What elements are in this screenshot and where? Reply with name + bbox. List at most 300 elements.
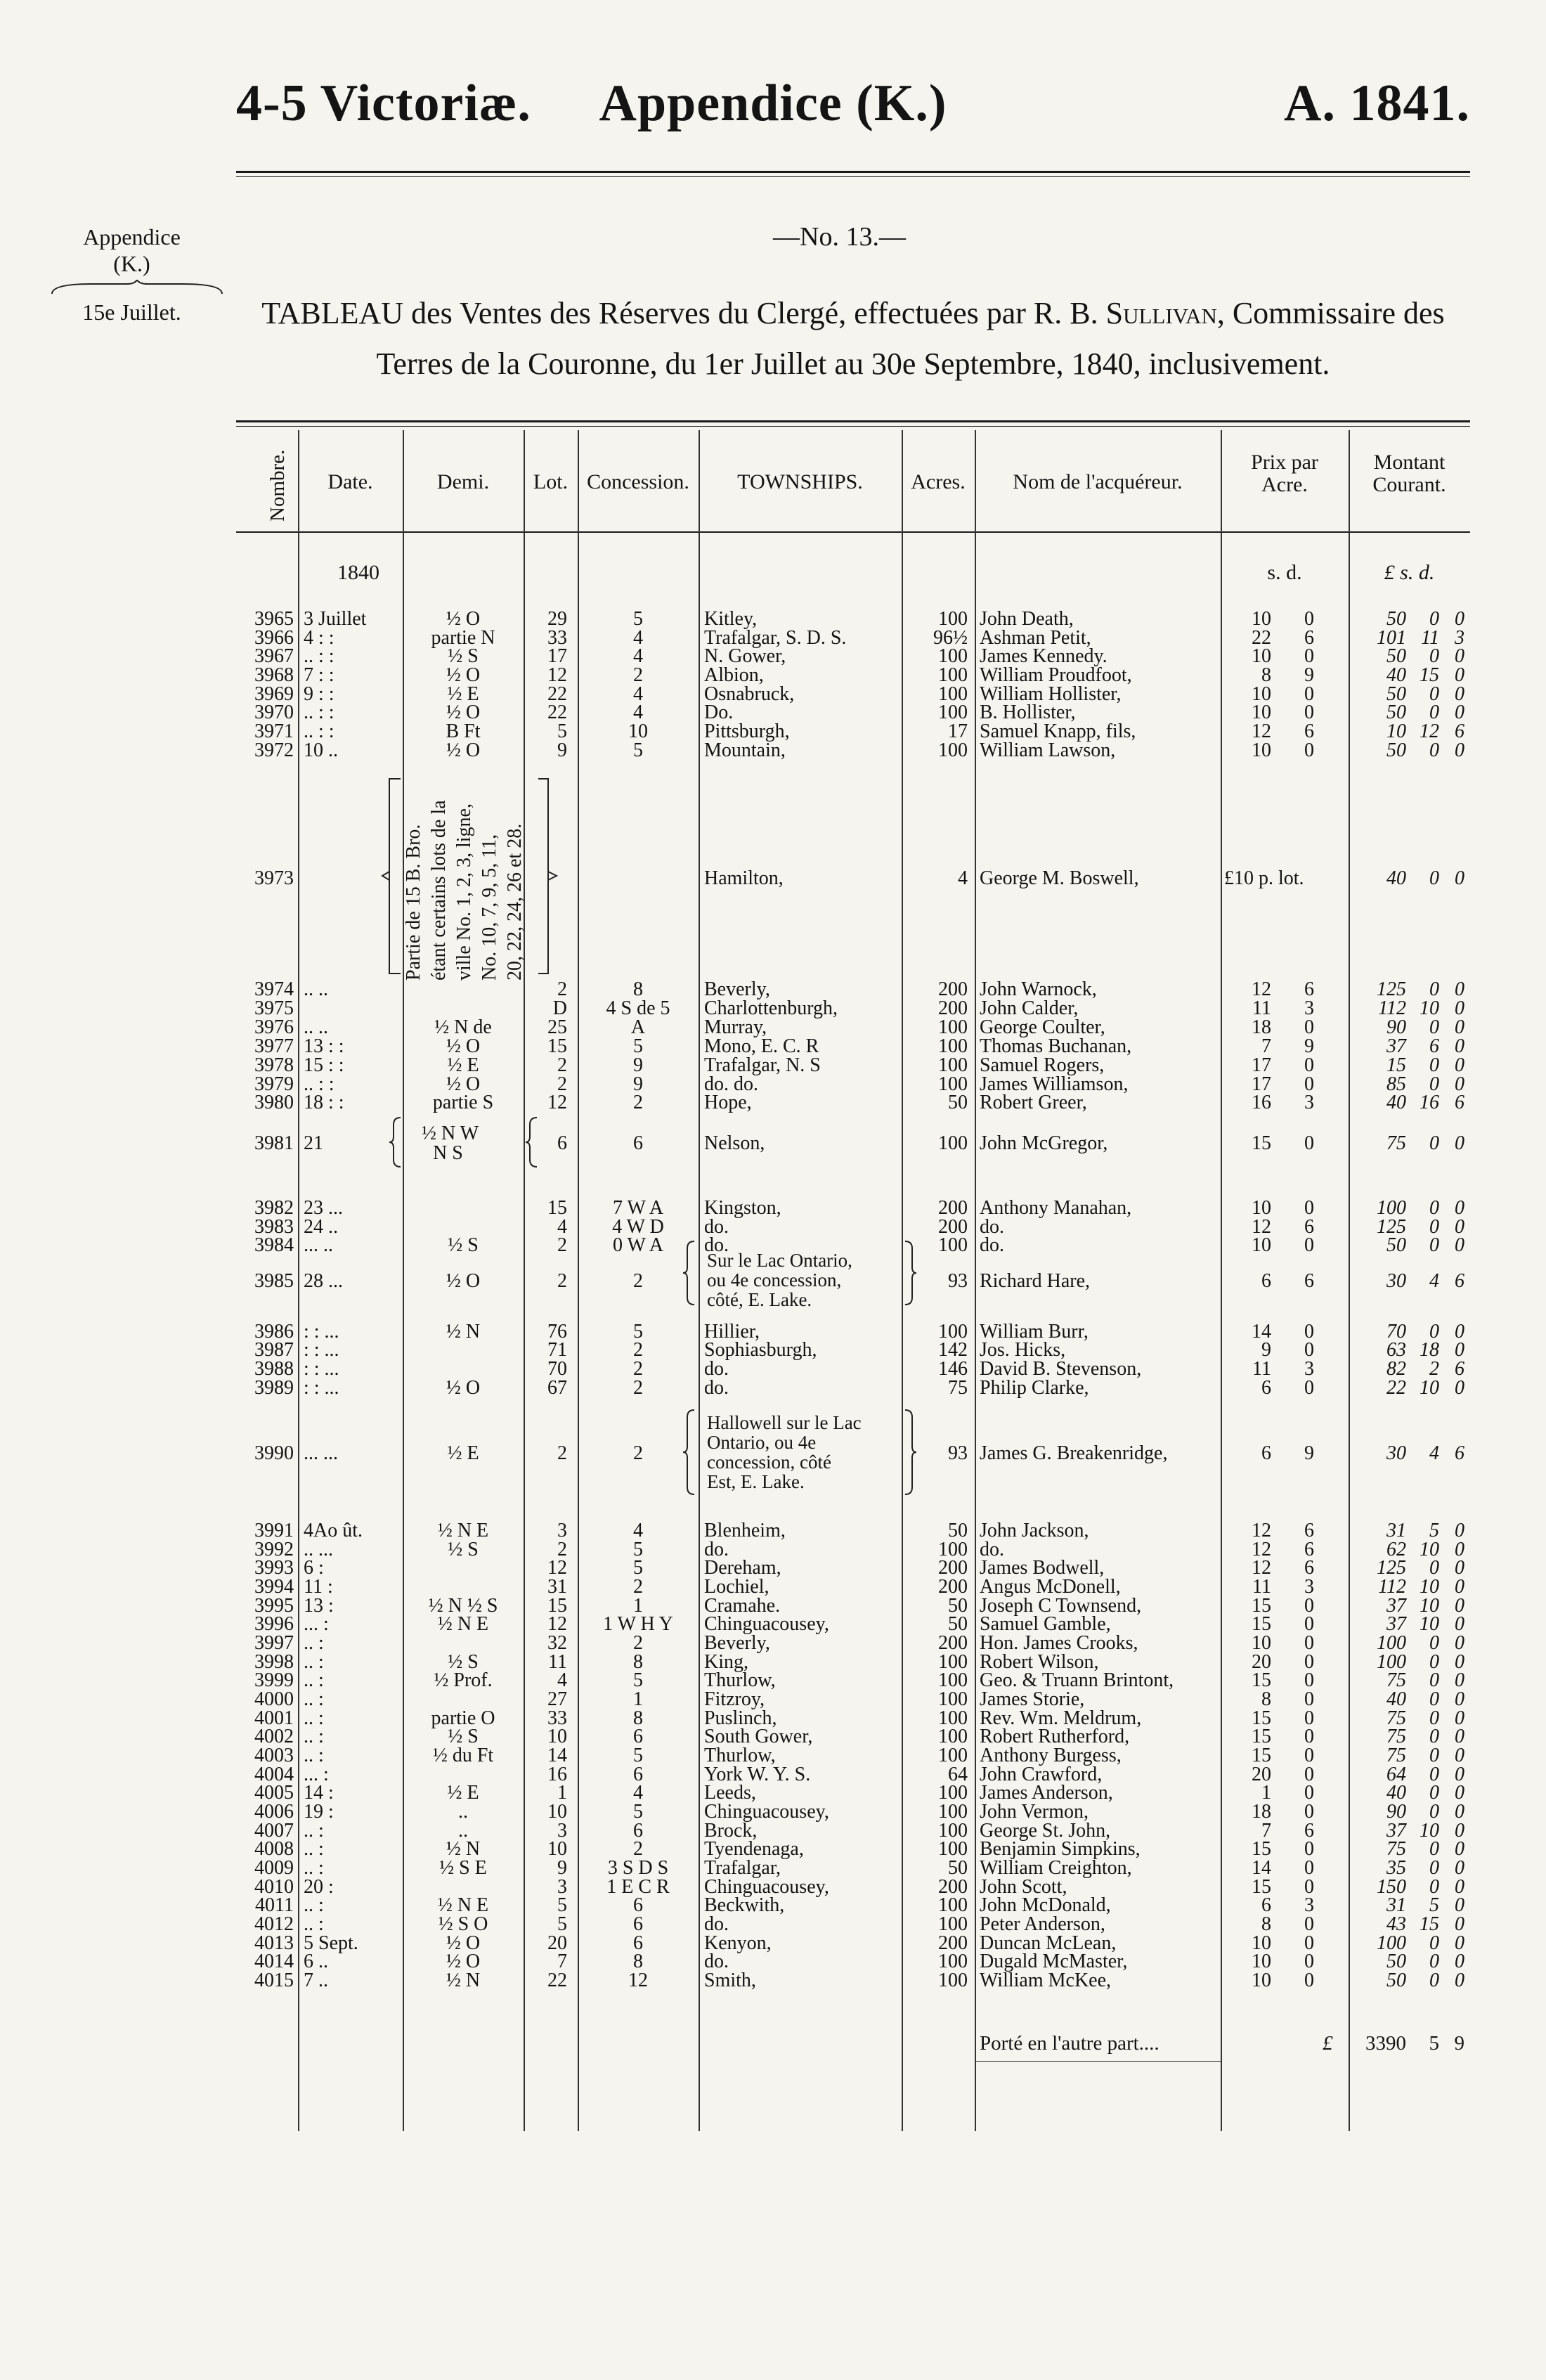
row-acres: 100 [938,1234,968,1256]
row-number: 3984 [254,1234,294,1256]
row-acres: 75 [948,1377,968,1399]
row-amount-l: 40 [1386,867,1406,889]
col-head-nombre: Nombre. [266,449,289,522]
row-amount-d: 0 [1455,1520,1464,1541]
row-price-d: 0 [1304,683,1314,705]
row-purchaser: Richard Hare, [980,1270,1091,1292]
row-date: .. : [304,1820,324,1842]
row-date: 28 ... [304,1270,343,1292]
title-part-2: , Commissaire des [1216,296,1445,330]
table-rule-top-2 [236,426,1470,427]
row-price-d: 6 [1304,1270,1314,1292]
row-number: 3992 [254,1539,294,1560]
row-acres: 100 [938,1321,968,1343]
row-amount-l: 75 [1386,1745,1406,1766]
row-demi: ½ N [446,1321,481,1343]
row-purchaser: William Creighton, [980,1857,1132,1879]
row-acres: 100 [938,1838,968,1860]
row-number: 3975 [254,997,294,1019]
row-purchaser: Jos. Hicks, [980,1339,1066,1361]
row-amount-d: 0 [1455,1913,1464,1935]
carried-forward-label: Porté en l'autre part.... [980,2032,1160,2055]
row-township: do. [704,1539,729,1560]
total-pound-sign: £ [1323,2032,1333,2055]
row-demi: partie N [431,627,495,649]
row-township: Leeds, [704,1782,756,1804]
row-concession: 6 [633,1932,643,1954]
table-rule-top [236,420,1470,422]
row-purchaser: James Williamson, [980,1073,1129,1095]
col-head-prix-1: Prix par [1251,451,1318,474]
row-number: 3988 [254,1358,294,1380]
row-demi: .. [458,1801,468,1823]
row-demi: ½ N E [437,1613,489,1635]
row-lot: 22 [547,1970,567,1991]
row-amount-s: 5 [1429,1520,1439,1541]
row-lot: 9 [557,1857,567,1879]
row-amount-s: 0 [1429,1857,1439,1879]
row-purchaser: Thomas Buchanan, [980,1035,1132,1057]
row-price-d: 3 [1304,997,1314,1019]
row-amount-d: 0 [1455,1669,1464,1691]
row-number: 3978 [254,1054,294,1076]
row-number: 4002 [254,1726,294,1747]
brace-left-icon [682,1409,697,1496]
row-concession: 6 [633,1764,643,1785]
row-amount-d: 0 [1455,1707,1464,1729]
row-price-s: 10 [1252,645,1271,667]
row-price-s: 10 [1252,1234,1271,1256]
row-township: ou 4e concession, [707,1269,842,1291]
row-amount-d: 0 [1455,978,1464,1000]
row-amount-s: 0 [1429,1688,1439,1710]
row-price-s: 14 [1252,1321,1271,1343]
row-date: 20 : [304,1876,334,1898]
row-township: Charlottenburgh, [704,997,838,1019]
row-acres: 100 [938,1745,968,1766]
row-concession: 1 [633,1595,643,1617]
row-lot: 3 [557,1876,567,1898]
row-purchaser: Peter Anderson, [980,1913,1105,1935]
side-note-k: (K.) [113,251,150,276]
row-price-d: 6 [1304,720,1314,742]
row-price-s: 10 [1252,608,1271,630]
row-amount-s: 10 [1420,1613,1439,1635]
row-price-s: 10 [1252,683,1271,705]
row-concession: 8 [633,1651,643,1673]
row-date: 6 .. [304,1951,328,1972]
row-concession: 4 [633,645,643,667]
total-pounds: 3390 [1365,2032,1406,2055]
row-township: South Gower, [704,1726,813,1747]
row-amount-s: 0 [1429,1951,1439,1972]
row-township: do. [704,1913,729,1935]
row-price-s: 11 [1252,1576,1271,1598]
row-amount-d: 0 [1455,1688,1464,1710]
year-label: 1840 [337,561,379,584]
row-lot: 12 [547,1613,567,1635]
row-amount-l: 75 [1386,1726,1406,1747]
row-date: .. : [304,1707,324,1729]
row-acres: 200 [938,1876,968,1898]
row-amount-s: 0 [1429,1970,1439,1991]
row-acres: 100 [938,1669,968,1691]
row-township: Cramahe. [704,1595,781,1617]
row-date: ... ... [304,1442,338,1464]
row-demi: ½ O [446,1377,481,1399]
row-number: 3979 [254,1073,294,1095]
row-township: do. [704,1358,729,1380]
row-purchaser: Angus McDonell, [980,1576,1121,1598]
row-acres: 93 [948,1442,968,1464]
col-head-lot: Lot. [533,470,569,493]
row-purchaser: Anthony Burgess, [980,1745,1122,1766]
row-acres: 200 [938,1632,968,1654]
row-lot: 15 [547,1035,567,1057]
row-price-d: 0 [1304,1782,1314,1804]
row-purchaser: John Jackson, [980,1520,1089,1541]
row-purchaser: Ashman Petit, [980,627,1091,649]
row-price-s: 10 [1252,1632,1271,1654]
row-price-d: 6 [1304,978,1314,1000]
row-concession: 6 [633,1726,643,1747]
row-lot: 70 [547,1358,567,1380]
row-number: 3970 [254,701,294,723]
row-amount-l: 10 [1386,720,1406,742]
row-acres: 200 [938,1216,968,1238]
row-amount-s: 10 [1420,1539,1439,1560]
row-amount-l: 35 [1386,1857,1406,1879]
row-demi: ½ du Ft [432,1745,494,1766]
row-amount-l: 50 [1386,739,1406,761]
col-head-prix-2: Acre. [1261,473,1308,496]
row-price-d: 0 [1304,1932,1314,1954]
row-purchaser: George M. Boswell, [980,867,1139,889]
row-amount-l: 100 [1377,1932,1406,1954]
row-acres: 100 [938,608,968,630]
col-head-demi: Demi. [436,470,490,493]
row-amount-d: 0 [1455,664,1464,686]
row-township: Blenheim, [704,1520,786,1541]
row-number: 3974 [254,978,294,1000]
row-amount-d: 0 [1455,1035,1464,1057]
row-amount-l: 125 [1377,1216,1406,1238]
row-concession: 2 [633,1576,643,1598]
row-demi: ½ S [448,645,479,667]
row-amount-l: 90 [1386,1801,1406,1823]
row-number: 4006 [254,1801,294,1823]
row-acres: 100 [938,1951,968,1972]
row-lot: 12 [547,1092,567,1113]
row-date: .. : [304,1838,324,1860]
row-purchaser: Samuel Rogers, [980,1054,1105,1076]
row-amount-l: 40 [1386,1688,1406,1710]
row-lot: 7 [557,1951,567,1972]
row-date: .. : [304,1857,324,1879]
row-purchaser: Geo. & Truann Brintont, [980,1669,1174,1691]
row-amount-l: 30 [1386,1442,1406,1464]
row-number: 3990 [254,1442,294,1464]
col-head-montant-1: Montant [1373,451,1446,474]
row-acres: 200 [938,978,968,1000]
row-purchaser: James Storie, [980,1688,1085,1710]
row-price-s: 12 [1252,1557,1271,1579]
row-demi: ½ N ½ S [428,1595,498,1617]
row-demi: ½ O [446,664,481,686]
col-head-date: Date. [327,470,373,493]
header-session: 4-5 Victoriæ. [236,75,531,132]
row-concession: 9 [633,1054,643,1076]
total-pence: 9 [1454,2032,1464,2055]
row-township: Murray, [704,1016,767,1038]
row-purchaser: Hon. James Crooks, [980,1632,1138,1654]
row-amount-l: 64 [1386,1764,1406,1785]
row-date: 14 : [304,1782,334,1804]
row-price-s: 12 [1252,978,1271,1000]
row-price-s: 10 [1252,1951,1271,1972]
row-concession: 2 [633,1838,643,1860]
row-lot: 67 [547,1377,567,1399]
row-demi: ½ S O [438,1913,488,1935]
row-price-s: 6 [1261,1377,1271,1399]
row-concession: 0 W A [612,1234,664,1256]
row-price-d: 6 [1304,1520,1314,1541]
row-amount-d: 0 [1455,1857,1464,1879]
row-amount-l: 112 [1378,1576,1406,1598]
row-demi: ½ N de [434,1016,492,1038]
row-amount-d: 6 [1455,720,1464,742]
row-demi: ½ N E [437,1894,489,1916]
row-lot: 1 [557,1782,567,1804]
row-demi: ½ Prof. [434,1669,493,1691]
row-township: Chinguacousey, [704,1801,829,1823]
row-amount-s: 15 [1420,664,1439,686]
row-township: Beverly, [704,978,770,1000]
header-rule-bottom [236,176,1470,177]
row-township: concession, côté [707,1451,831,1473]
row-township: Ontario, ou 4e [707,1432,817,1453]
row-amount-s: 10 [1420,1595,1439,1617]
row-amount-s: 0 [1429,608,1439,630]
row-amount-s: 0 [1429,1054,1439,1076]
row-date: 7 : : [304,664,334,686]
row-demi: .. [458,1820,468,1842]
row-amount-l: 50 [1386,645,1406,667]
row-date: : : ... [304,1377,339,1399]
row-township: Osnabruck, [704,683,795,705]
row-price-d: 0 [1304,1054,1314,1076]
row-price-s: 12 [1252,1216,1271,1238]
row-purchaser: John Warnock, [980,978,1097,1000]
row-purchaser: William Hollister, [980,683,1122,705]
row-price-d: 0 [1304,645,1314,667]
row-acres: 50 [948,1595,968,1617]
row-township: Thurlow, [704,1669,776,1691]
table-title [236,290,1470,337]
row-amount-s: 0 [1429,1932,1439,1954]
row-lot: 5 [557,1913,567,1935]
row-number: 3987 [254,1339,294,1361]
row-amount-d: 0 [1455,645,1464,667]
brace-right-icon [902,1409,918,1496]
row-township: Do. [704,701,734,723]
row-concession: 8 [633,1707,643,1729]
row-number: 3966 [254,627,294,649]
column-divider [975,430,976,2131]
row-price-d: 3 [1304,1576,1314,1598]
row-price-s: 6 [1261,1894,1271,1916]
row-lot: 15 [547,1595,567,1617]
row-amount-l: 30 [1386,1270,1406,1292]
row-amount-l: 37 [1386,1035,1406,1057]
row-date: 18 : : [304,1092,344,1113]
row-concession: 1 E C R [606,1876,670,1898]
row-amount-l: 82 [1386,1358,1406,1380]
row-concession: 2 [633,664,643,686]
row-price-d: 6 [1304,1820,1314,1842]
row-amount-d: 0 [1455,1321,1464,1343]
row-amount-l: 50 [1386,608,1406,630]
row-price-s: 8 [1261,664,1271,686]
row-demi: N S [433,1142,463,1164]
row-amount-l: 85 [1386,1073,1406,1095]
row-amount-d: 0 [1455,1951,1464,1972]
row-acres: 100 [938,1651,968,1673]
row-amount-d: 6 [1455,1358,1464,1380]
row-purchaser: John Crawford, [980,1764,1103,1785]
row-lot: 22 [547,701,567,723]
row-amount-s: 0 [1429,1632,1439,1654]
hamilton-bracket-icon [379,773,562,984]
row-concession: 2 [633,1377,643,1399]
row-price-d: 0 [1304,1857,1314,1879]
row-purchaser: Robert Rutherford, [980,1726,1130,1747]
row-number: 3973 [254,867,294,889]
row-demi: ½ S E [439,1857,487,1879]
row-price-d: 9 [1304,1035,1314,1057]
row-amount-s: 4 [1429,1270,1439,1292]
row-acres: 100 [938,1132,968,1154]
row-price-d: 0 [1304,1669,1314,1691]
row-price-s: 8 [1261,1913,1271,1935]
row-demi: ½ N W [422,1123,479,1144]
row-number: 3971 [254,720,294,742]
row-purchaser: George Coulter, [980,1016,1105,1038]
row-demi: ½ O [446,1073,481,1095]
row-price-s: 15 [1252,1707,1271,1729]
row-township: do. do. [704,1073,758,1095]
row-township: Thurlow, [704,1745,776,1766]
total-shillings: 5 [1429,2032,1439,2055]
row-amount-l: 22 [1386,1377,1406,1399]
row-purchaser: B. Hollister, [980,701,1076,723]
row-township: Kenyon, [704,1932,772,1954]
row-price-s: 10 [1252,1970,1271,1991]
row-number: 3982 [254,1197,294,1219]
title-part-1: TABLEAU des Ventes des Réserves du Clergé, effectuées par R. B. [261,296,1098,330]
row-concession: 5 [633,1745,643,1766]
row-demi: ½ S [448,1651,479,1673]
row-concession: 9 [633,1073,643,1095]
row-price-d: 6 [1304,1216,1314,1238]
row-demi: partie S [432,1092,494,1113]
row-price-d: 0 [1304,1016,1314,1038]
row-concession: 4 [633,701,643,723]
row-price-s: 15 [1252,1669,1271,1691]
row-lot: 9 [557,739,567,761]
row-amount-d: 0 [1455,1782,1464,1804]
row-purchaser: George St. John, [980,1820,1111,1842]
row-lot: 17 [547,645,567,667]
row-amount-d: 0 [1455,1894,1464,1916]
row-amount-l: 37 [1386,1820,1406,1842]
row-acres: 100 [938,645,968,667]
row-township: Smith, [704,1970,756,1991]
row-purchaser: William Proudfoot, [980,664,1132,686]
row-concession: 12 [628,1970,648,1991]
row-amount-l: 37 [1386,1613,1406,1635]
row-amount-s: 0 [1429,1726,1439,1747]
row-price-d: 0 [1304,1197,1314,1219]
row-date: 4 : : [304,627,334,649]
row-amount-s: 0 [1429,1707,1439,1729]
row-date: 6 : [304,1557,324,1579]
row-concession: 2 [633,1632,643,1654]
col-head-acquereur: Nom de l'acquéreur. [1013,470,1183,493]
row-date: 10 .. [304,739,338,761]
row-amount-l: 100 [1377,1651,1406,1673]
title-commissioner: Sullivan [1105,296,1217,330]
row-demi: ½ N [446,1838,481,1860]
row-price-d: 0 [1304,701,1314,723]
row-date: .. : [304,1726,324,1747]
brace-left-icon [388,1116,403,1168]
row-concession: 6 [633,1820,643,1842]
row-amount-l: 40 [1386,1782,1406,1804]
row-amount-l: 15 [1386,1054,1406,1076]
row-purchaser: William Lawson, [980,739,1116,761]
row-amount-d: 0 [1455,1651,1464,1673]
row-demi: ½ O [446,608,481,630]
side-note-date: 15e Juillet. [82,299,181,325]
row-purchaser: Duncan McLean, [980,1932,1117,1954]
row-acres: 100 [938,1073,968,1095]
row-number: 3998 [254,1651,294,1673]
row-concession: 5 [633,1539,643,1560]
row-lot: 12 [547,1557,567,1579]
row-amount-d: 0 [1455,701,1464,723]
row-amount-d: 0 [1455,1234,1464,1256]
row-purchaser: John Death, [980,608,1074,630]
document-number: —No. 13.— [773,222,906,252]
row-concession: 2 [633,1270,643,1292]
row-lot: 10 [547,1838,567,1860]
row-acres: 100 [938,1054,968,1076]
row-price-s: 17 [1252,1073,1271,1095]
header-appendix: Appendice (K.) [599,75,947,132]
row-amount-s: 0 [1429,1557,1439,1579]
row-date: .. : [304,1651,324,1673]
row-demi: ½ S [448,1726,479,1747]
row-amount-s: 0 [1429,1651,1439,1673]
row-amount-s: 0 [1429,1745,1439,1766]
row-acres: 100 [938,1688,968,1710]
row-concession: 4 S de 5 [606,997,670,1019]
row-concession: 2 [633,1092,643,1113]
row-amount-s: 0 [1429,645,1439,667]
row-price-s: 10 [1252,701,1271,723]
row-amount-d: 0 [1455,1132,1464,1154]
